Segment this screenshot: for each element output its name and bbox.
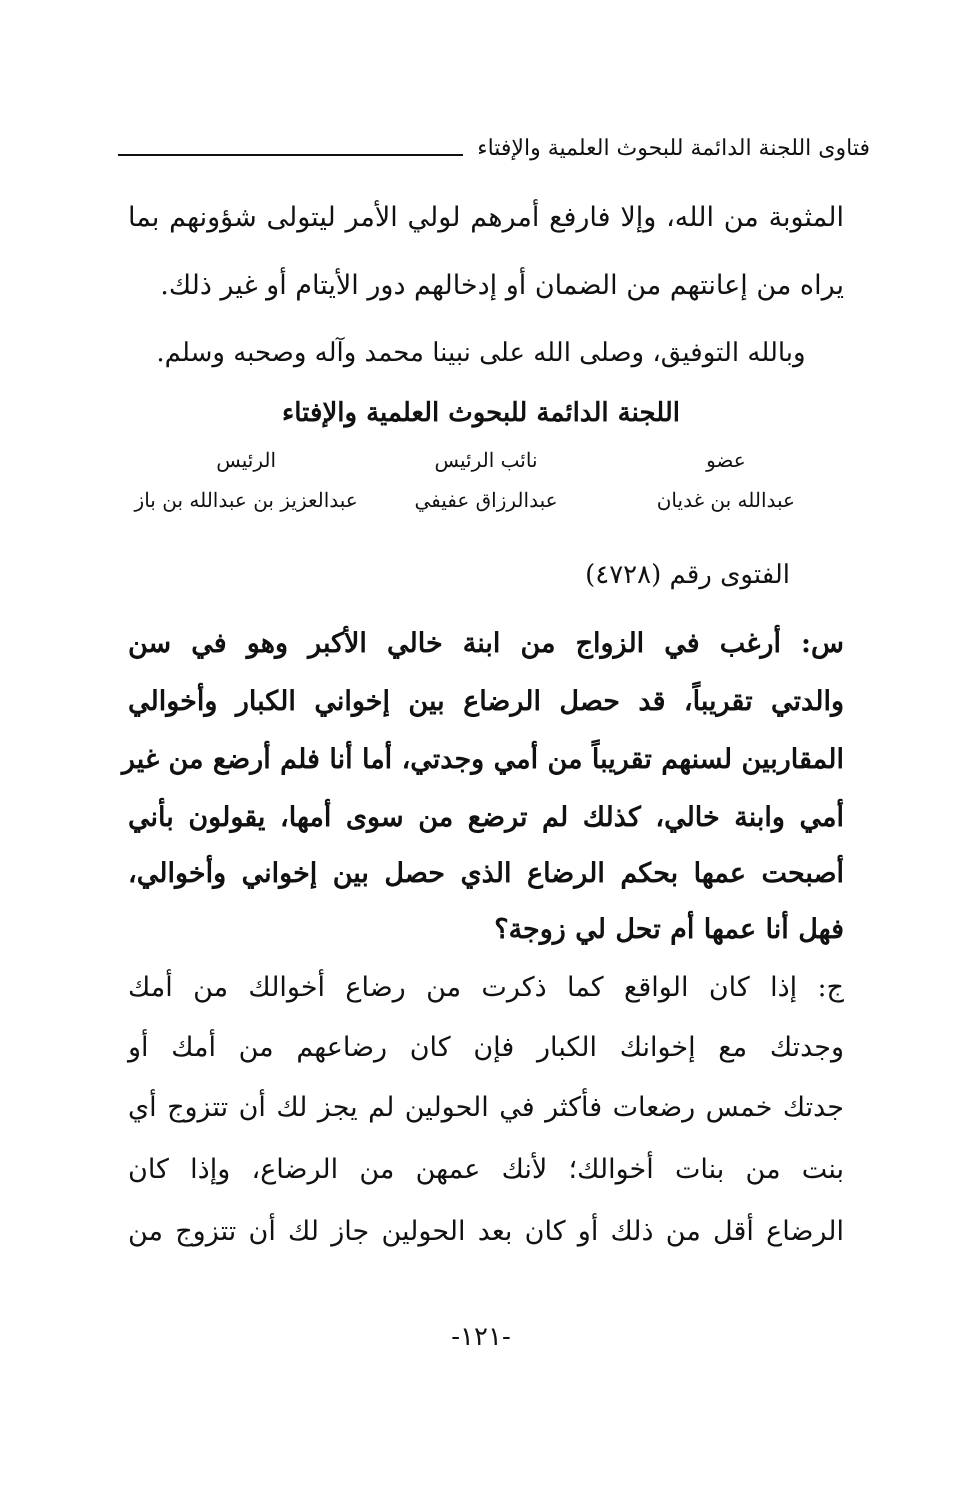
body-line: يراه من إعانتهم من الضمان أو إدخالهم دور الأيتام أو غير ذلك. — [160, 270, 844, 301]
member-name: عبدالله بن غديان — [656, 488, 795, 512]
answer-line: الرضاع أقل من ذلك أو كان بعد الحولين جاز لك أن تتزوج من — [128, 1216, 844, 1247]
committee-title: اللجنة الدائمة للبحوث العلمية والإفتاء — [282, 398, 680, 428]
answer-line: جدتك خمس رضعات فأكثر في الحولين لم يجز لك أن تتزوج أي — [128, 1092, 844, 1123]
question-line: المقاربين لسنهم تقريباً من أمي وجدتي، أما أنا فلم أرضع من غير — [121, 744, 844, 775]
header-rule — [118, 154, 463, 156]
answer-line: بنت من بنات أخوالك؛ لأنك عمهن من الرضاع، وإذا كان — [128, 1154, 844, 1185]
member-role: نائب الرئيس — [434, 448, 538, 472]
member-role: الرئيس — [216, 448, 277, 472]
member-name: عبدالرزاق عفيفي — [414, 488, 558, 512]
body-line: المثوبة من الله، وإلا فارفع أمرهم لولي الأمر ليتولى شؤونهم بما — [128, 202, 844, 233]
question-line: أمي وابنة خالي، كذلك لم ترضع من سوى أمها، يقولون بأني — [128, 802, 844, 833]
question-line: أصبحت عمها بحكم الرضاع الذي حصل بين إخواني وأخوالي، — [128, 858, 844, 889]
page-number: -١٢١- — [451, 1322, 511, 1352]
answer-line: وجدتك مع إخوانك الكبار فإن كان رضاعهم من أمك أو — [128, 1032, 844, 1063]
question-line: س: أرغب في الزواج من ابنة خالي الأكبر وهو في سن — [128, 628, 844, 659]
running-header-title: فتاوى اللجنة الدائمة للبحوث العلمية والإفتاء — [477, 135, 870, 161]
closing-line: وبالله التوفيق، وصلى الله على نبينا محمد وآله وصحبه وسلم. — [156, 338, 806, 368]
question-line: والدتي تقريباً، قد حصل الرضاع بين إخواني الكبار وأخوالي — [128, 686, 844, 717]
member-role: عضو — [706, 448, 746, 472]
question-line: فهل أنا عمها أم تحل لي زوجة؟ — [494, 914, 844, 945]
running-header — [118, 128, 870, 168]
signature-names — [128, 488, 844, 512]
member-name: عبدالعزيز بن عبدالله بن باز — [134, 488, 358, 512]
signature-roles — [128, 448, 844, 472]
fatwa-number: الفتوى رقم (٤٧٢٨) — [585, 560, 790, 590]
answer-line: ج: إذا كان الواقع كما ذكرت من رضاع أخوالك من أمك — [128, 972, 844, 1003]
